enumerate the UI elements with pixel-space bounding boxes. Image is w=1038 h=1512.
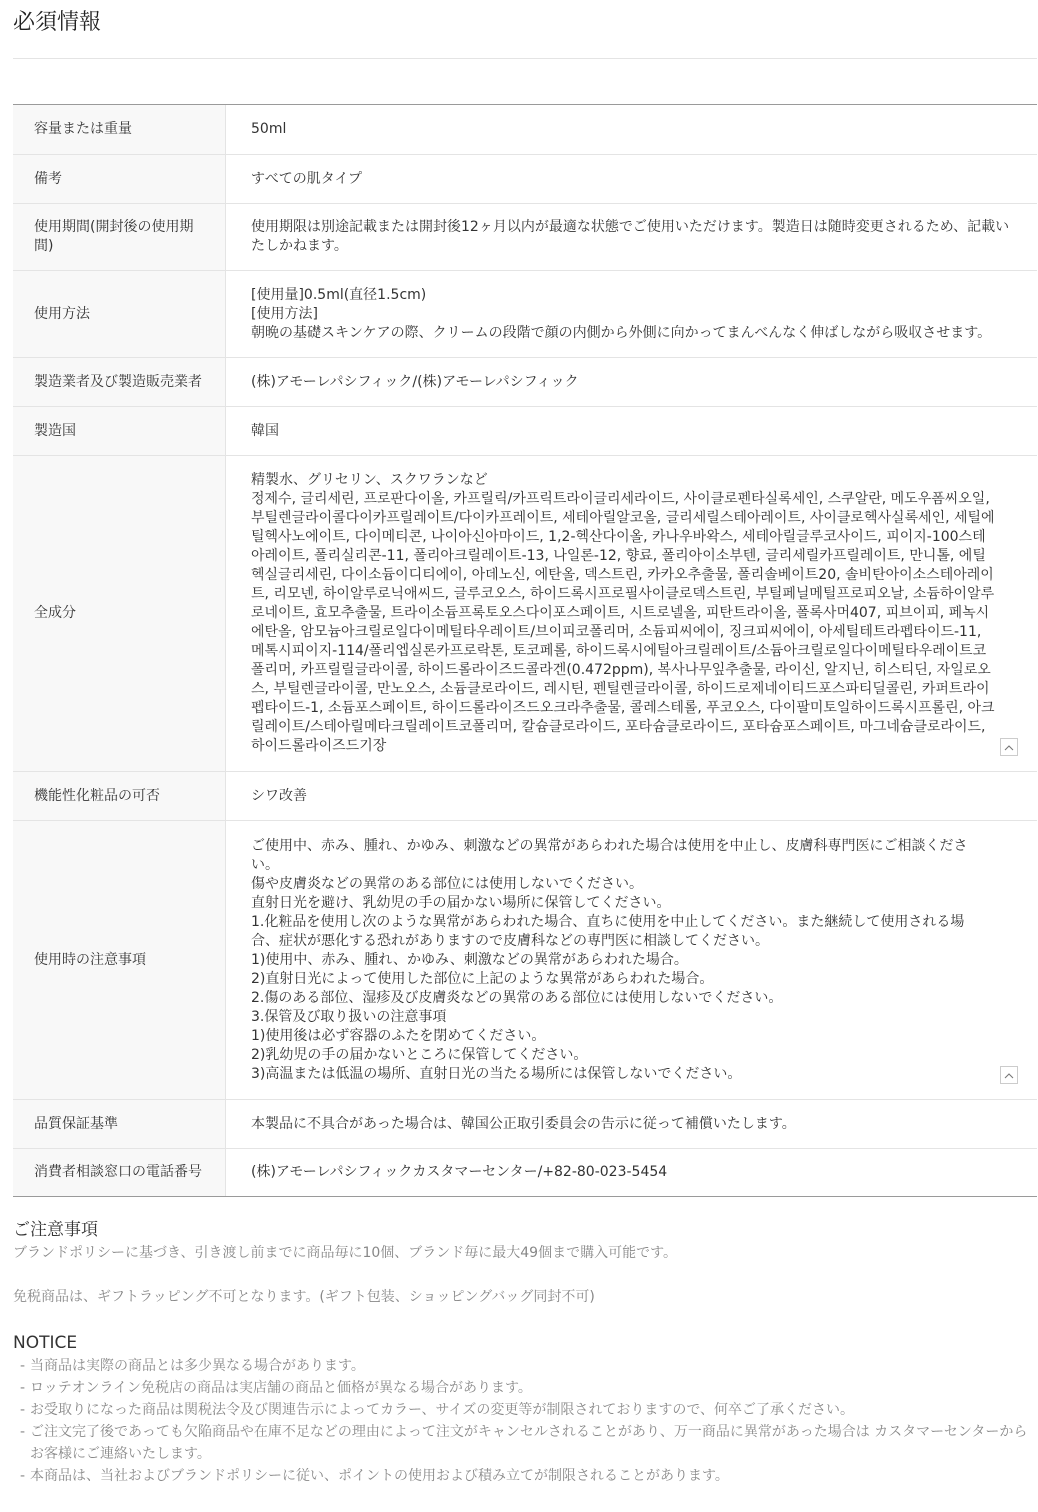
collapse-precautions-button[interactable] — [1000, 1066, 1018, 1084]
spec-value — [226, 407, 1037, 455]
spec-row-country — [13, 407, 1037, 456]
spec-value — [226, 204, 1037, 270]
spec-value-text: シワ改善 — [251, 787, 307, 804]
precaution-line: ご使用中、赤み、腫れ、かゆみ、刺激などの異常があらわれた場合は使用を中止し、皮膚科専門医にご相談ください。 — [251, 837, 968, 873]
precaution-line: 直射日光を避け、乳幼児の手の届かない場所に保管してください。 — [251, 894, 671, 911]
notes-paragraph: ブランドポリシーに基づき、引き渡し前までに商品毎に10個、ブランド毎に最大49個まで購入可能です。 — [13, 1245, 677, 1261]
spec-row-quality-guarantee — [13, 1100, 1037, 1149]
spec-value — [226, 456, 1037, 771]
spec-label: 使用時の注意事項 — [13, 821, 226, 1099]
spec-value — [226, 358, 1037, 406]
spec-label: 使用期間(開封後の使用期間) — [13, 204, 226, 270]
spec-row-volume — [13, 105, 1037, 155]
precaution-line: 3)高温または低温の場所、直射日光の当たる場所には保管しないでください。 — [251, 1065, 742, 1082]
chevron-up-icon — [1004, 1071, 1014, 1079]
spec-value-text: 使用期限は別途記載または開封後12ヶ月以内が最適な状態でご使用いただけます。製造日は随時変更されるため、記載いたしかねます。 — [251, 219, 1010, 254]
list-marker: - — [20, 1380, 26, 1396]
list-marker: - — [20, 1402, 26, 1418]
precaution-line: 2.傷のある部位、湿疹及び皮膚炎などの異常のある部位には使用しないでください。 — [251, 989, 783, 1006]
precaution-line: 3.保管及び取り扱いの注意事項 — [251, 1008, 447, 1025]
notice-text: お受取りになった商品は関税法令及び関連告示によってカラー、サイズの変更等が制限されておりますので、何卒ご了承ください。 — [30, 1402, 855, 1418]
spec-value — [226, 1149, 1037, 1196]
spec-value-text: 本製品に不具合があった場合は、韓国公正取引委員会の告示に従って補償いたします。 — [251, 1115, 796, 1132]
spec-value-text: 韓国 — [251, 422, 279, 439]
spec-value-line: [使用方法] — [251, 305, 318, 322]
content — [13, 0, 1037, 1487]
precaution-line: 傷や皮膚炎などの異常のある部位には使用しないでください。 — [251, 875, 643, 892]
ingredients-summary: 精製水、グリセリン、スクワランなど — [251, 472, 488, 488]
notice-item — [13, 1355, 1037, 1377]
spec-label: 使用方法 — [13, 271, 226, 357]
spec-value — [226, 155, 1037, 203]
spec-label: 備考 — [13, 155, 226, 203]
notes-heading: ご注意事項 — [13, 1220, 98, 1240]
spec-row-remarks — [13, 155, 1037, 204]
spec-label: 機能性化粧品の可否 — [13, 772, 226, 820]
spec-label: 製造国 — [13, 407, 226, 455]
precaution-line: 2)直射日光によって使用した部位に上記のような異常があらわれた場合。 — [251, 970, 714, 987]
title-divider — [13, 58, 1037, 59]
spec-row-precautions — [13, 821, 1037, 1100]
notice-text: ロッテオンライン免税店の商品は実店舗の商品と価格が異なる場合があります。 — [30, 1380, 532, 1396]
spec-row-functional-cosmetic — [13, 772, 1037, 821]
notice-text: 本商品は、当社およびブランドポリシーに従い、ポイントの使用および積み立てが制限されることがあります。 — [30, 1468, 729, 1484]
spec-table — [13, 104, 1037, 1197]
notice-item — [13, 1399, 1037, 1421]
spec-value-text: (株)アモーレパシフィックカスタマーセンター/+82-80-023-5454 — [251, 1164, 668, 1180]
ingredients-full-list: 정제수, 글리세린, 프로판다이올, 카프릴릭/카프릭트라이글리세라이드, 사이클로펜타실록세인, 스쿠알란, 메도우폼씨오일, 부틸렌글라이콜다이카프릴레이트/다이카프레이트, 세테아릴알코올, 글리세릴스테아레이트, 사이클로헥사실록세인, 세틸에틸헥사노에이트, 다이메티콘, 나이아신아마이드, 1,2-헥산다이올, 카나우바왁스, 세테아릴글루코사이드, 피이지-100스테아레이트, 폴리실리콘-11, 폴리아크릴레이트-13, 나일론-12, 향료, 폴리아이소부텐, 글리세릴카프릴레이트, 만니톨, 에틸헥실글리세린, 다이소듐이디티에이, 아데노신, 에탄올, 덱스트린, 카카오추출물, 폴리솔베이트20, 솔비탄아이소스테아레이트, 리모넨, 하이알루로닉애씨드, 글루코오스, 하이드록시프로필사이클로덱스트린, 부틸페닐메틸프로피오날, 소듐하이알루로네이트, 효모추출물, 트라이소듐프록토오스다이포스페이트, 시트로넬올, 피탄트라이올, 폴록사머407, 피브이피, 페녹시에탄올, 암모늄아크릴로일다이메틸타우레이트/브이피코폴리머, 소듐피씨에이, 징크피씨에이, 아세틸테트라펩타이드-11, 메톡시피이지-114/폴리엡실론카프로락톤, 토코페롤, 하이드록시에틸아크릴레이트/소듐아크릴로일다이메틸타우레이트코폴리머, 카프릴릴글라이콜, 하이드롤라이즈드콜라겐(0.472ppm), 복사나무잎추출물, 라이신, 알지닌, 히스티딘, 자일로오스, 부틸렌글라이콜, 만노오스, 소듐클로라이드, 레시틴, 펜틸렌글라이콜, 하이드로제네이티드포스파티딜콜린, 카퍼트라이펩타이드-1, 소듐포스페이트, 하이드롤라이즈드오크라추출물, 콜레스테롤, 푸코오스, 다이팔미토일하이드록시프롤린, 아크릴레이트/스테아릴메타크릴레이트코폴리머, 칼슘클로라이드, 포타슘클로라이드, 포타슘포스페이트, 마그네슘클로라이드, 하이드롤라이즈드기장 — [251, 491, 995, 754]
notice-item — [13, 1377, 1037, 1399]
spec-value-text: 50ml — [251, 121, 287, 137]
spec-row-customer-phone — [13, 1149, 1037, 1196]
precaution-line: 1.化粧品を使用し次のような異常があらわれた場合、直ちに使用を中止してください。また継続して使用される場合、症状が悪化する恐れがありますので皮膚科などの専門医に相談してください。 — [251, 913, 965, 949]
spec-value-line: 朝晩の基礎スキンケアの際、クリームの段階で顔の内側から外側に向かってまんべんなく伸ばしながら吸収させます。 — [251, 324, 992, 341]
chevron-up-icon — [1004, 743, 1014, 751]
spec-value — [226, 271, 1037, 357]
spec-value — [226, 105, 1037, 154]
notice-item — [13, 1465, 1037, 1487]
page-title: 必須情報 — [13, 10, 102, 35]
spec-label: 全成分 — [13, 456, 226, 771]
spec-row-how-to-use — [13, 271, 1037, 358]
spec-label: 消費者相談窓口の電話番号 — [13, 1149, 226, 1196]
precaution-line: 2)乳幼児の手の届かないところに保管してください。 — [251, 1046, 588, 1063]
spec-value — [226, 772, 1037, 820]
notice-text: 当商品は実際の商品とは多少異なる場合があります。 — [30, 1358, 365, 1374]
spec-value-line: [使用量]0.5ml(直径1.5cm) — [251, 286, 427, 303]
spec-label: 製造業者及び製造販売業者 — [13, 358, 226, 406]
spec-label: 品質保証基準 — [13, 1100, 226, 1148]
list-marker: - — [20, 1468, 26, 1484]
list-marker: - — [20, 1424, 26, 1440]
spec-value-text: (株)アモーレパシフィック/(株)アモーレパシフィック — [251, 373, 579, 390]
notice-list — [13, 1355, 1037, 1487]
spec-value — [226, 1100, 1037, 1148]
collapse-ingredients-button[interactable] — [1000, 738, 1018, 756]
notes-paragraph: 免税商品は、ギフトラッピング不可となります。(ギフト包装、ショッピングバッグ同封不可) — [13, 1289, 595, 1305]
spec-label: 容量または重量 — [13, 105, 226, 154]
spec-row-usage-period — [13, 204, 1037, 271]
spec-row-ingredients — [13, 456, 1037, 772]
spec-row-manufacturer — [13, 358, 1037, 407]
spec-value — [226, 821, 1037, 1099]
spec-value-text: すべての肌タイプ — [251, 170, 363, 187]
list-marker: - — [20, 1358, 26, 1374]
precaution-line: 1)使用中、赤み、腫れ、かゆみ、刺激などの異常があらわれた場合。 — [251, 951, 688, 968]
notice-heading: NOTICE — [13, 1333, 78, 1353]
notice-item — [13, 1421, 1037, 1465]
notice-text: ご注文完了後であっても欠陥商品や在庫不足などの理由によって注文がキャンセルされることがあり、万一商品に異常があった場合は カスタマーセンターからお客様にご連絡いたします。 — [30, 1424, 1028, 1462]
precaution-line: 1)使用後は必ず容器のふたを閉めてください。 — [251, 1027, 546, 1044]
